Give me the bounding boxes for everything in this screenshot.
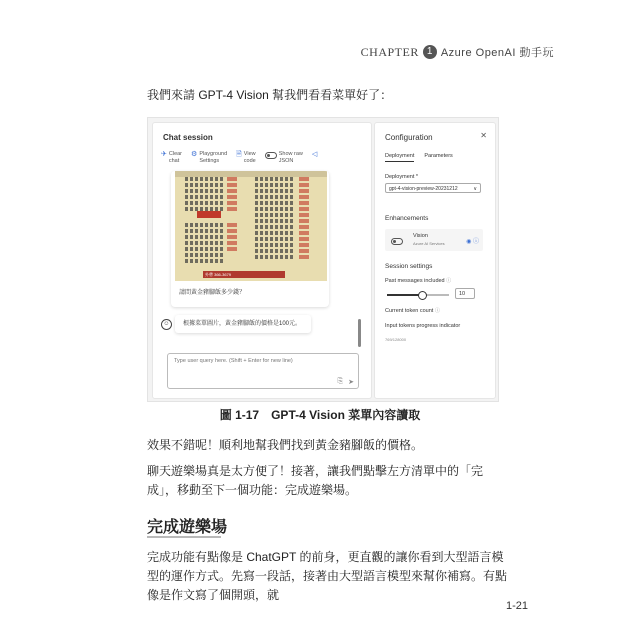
vision-toggle[interactable] (391, 238, 403, 245)
user-message (171, 171, 329, 307)
past-messages-label (385, 277, 451, 284)
chat-toolbar (161, 151, 317, 165)
deployment-label: Deployment * (385, 174, 419, 180)
menu-section-tag (197, 211, 221, 218)
past-messages-input[interactable]: 10 (455, 288, 475, 299)
assistant-avatar-icon: ☺ (161, 319, 172, 330)
chat-scrollbar[interactable] (358, 319, 361, 347)
body-paragraph-1: 效果不錯呢！順利地幫我們找到黃金豬腳飯的價格。 (147, 438, 424, 452)
tab-parameters[interactable]: Parameters (424, 153, 453, 159)
attach-image-icon[interactable]: ⎘ (337, 378, 344, 385)
vision-enhancement-card (385, 229, 483, 251)
vision-status-icon: ◉ ⓘ (466, 239, 479, 245)
input-tokens-label: Input tokens progress indicator (385, 323, 461, 329)
menu-image (175, 171, 327, 281)
close-icon[interactable]: ✕ (480, 131, 487, 140)
show-raw-json-label: Show raw JSON (278, 151, 303, 164)
user-query-input-box[interactable] (167, 353, 359, 389)
show-raw-json-toggle[interactable] (265, 151, 303, 165)
clear-chat-label: Clear chat (168, 151, 183, 164)
body-paragraph-2: 聊天遊樂場真是太方便了！接著，讓我們點擊左方清單中的「完成」，移動至下一個功能：完成遊樂場。 (147, 464, 484, 497)
current-token-label (385, 307, 440, 314)
code-icon: 🗎 (236, 151, 242, 158)
slider-thumb[interactable] (418, 291, 427, 300)
user-message-text: 請問黃金豬腳飯多少錢？ (179, 290, 246, 296)
configuration-pane (374, 122, 496, 399)
vision-label: Vision (413, 233, 428, 239)
page-number: 1-21 (505, 600, 528, 612)
view-code-label: View code (243, 151, 256, 164)
tab-deployment[interactable]: Deployment (385, 153, 414, 162)
chapter-subtitle: Azure OpenAI 動手玩 (440, 47, 554, 59)
settings-icon: ⚙ (191, 151, 198, 158)
chat-messages (157, 171, 357, 347)
chapter-label: CHAPTER (360, 44, 419, 59)
view-code-button[interactable] (236, 151, 256, 165)
info-icon: ⓘ (446, 278, 452, 284)
chat-session-title: Chat session (163, 133, 213, 142)
intro-text: 我們來請 GPT-4 Vision 幫我們看看菜單好了： (147, 88, 393, 102)
toggle-icon (265, 152, 277, 159)
past-messages-slider[interactable] (387, 294, 449, 296)
vision-sublabel: Azure AI Services (413, 241, 445, 246)
chapter-number: 1 (423, 45, 437, 59)
chat-session-pane (152, 122, 372, 399)
clear-chat-icon: ✈ (161, 151, 167, 158)
section-underline (147, 536, 221, 538)
enhancements-title: Enhancements (385, 215, 429, 222)
body-paragraph-3: 完成功能有點像是 ChatGPT 的前身，更直觀的讓你看到大型語言模型的運作方式。先寫一段話，接著由大型語言模型來幫你補寫。有點像是作文寫了個開頭，就 (147, 550, 508, 602)
assistant-message: 根據菜單圖片，黃金豬腳飯的價格是100元。 (175, 315, 311, 333)
clear-chat-button[interactable] (161, 151, 182, 165)
current-token-label-text: Current token count (385, 308, 434, 314)
chevron-down-icon: ∨ (473, 186, 477, 192)
playground-screenshot (147, 117, 499, 402)
info-icon: ⓘ (434, 308, 440, 314)
chapter-header (361, 44, 554, 60)
configuration-title: Configuration (385, 133, 433, 142)
figure-caption: 圖 1-17 GPT-4 Vision 菜單內容讀取 (219, 408, 421, 422)
session-settings-title: Session settings (385, 263, 433, 270)
input-tokens-value: 769/128000 (385, 337, 407, 342)
playground-settings-button[interactable] (191, 151, 227, 165)
collapse-icon[interactable]: ◁ (311, 151, 318, 158)
deployment-value: gpt-4-vision-preview-20231212 (389, 186, 458, 192)
config-tabs (385, 153, 453, 162)
user-query-input[interactable] (168, 354, 358, 372)
section-heading: 完成遊樂場 (147, 519, 228, 536)
menu-phone-strip: 外帶 366-3679 (203, 271, 285, 278)
past-messages-label-text: Past messages included (385, 278, 445, 284)
deployment-select[interactable] (385, 183, 481, 193)
playground-settings-label: Playground Settings (199, 151, 228, 164)
send-icon[interactable]: ➤ (348, 379, 354, 386)
